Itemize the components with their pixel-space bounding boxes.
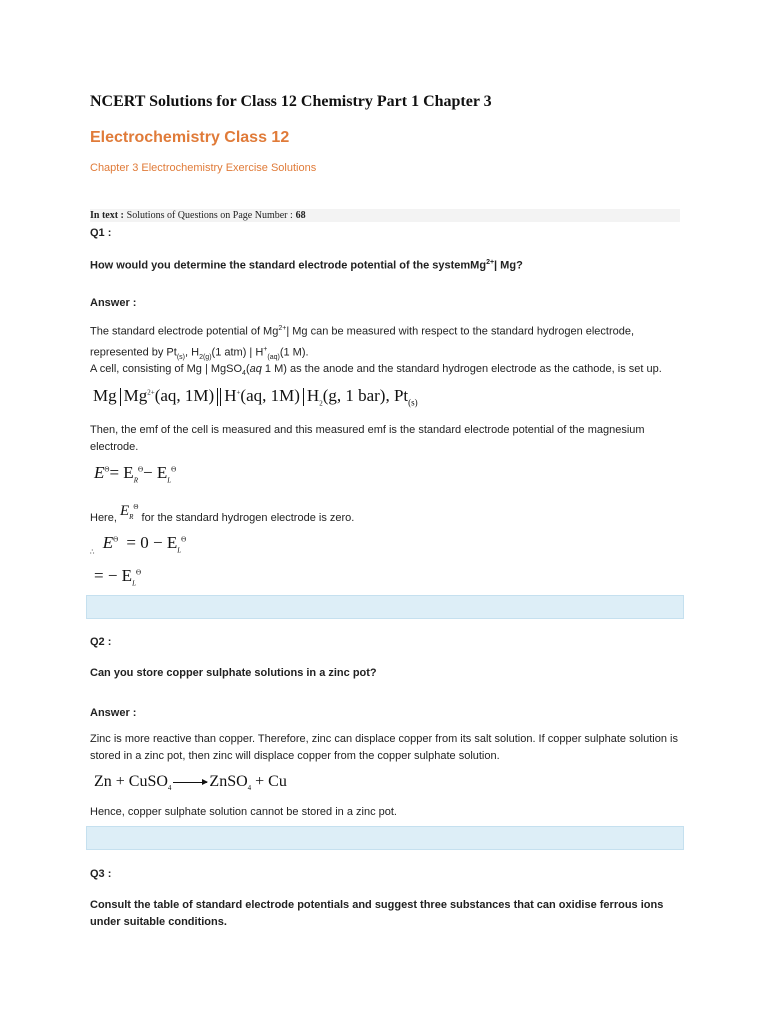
eq2-rhs: = 0 − E: [126, 533, 178, 552]
therefore-equation: [90, 533, 186, 556]
q2-eq-sub2: 4: [247, 784, 252, 793]
q2-answer-label: Answer :: [90, 707, 137, 719]
eq1-r-sub: R: [133, 476, 138, 485]
chapter-subtitle: Electrochemistry Class 12: [90, 129, 290, 146]
q1-p2-italic: aq: [249, 363, 262, 375]
q1-p1-sup2: +: [263, 345, 268, 353]
eq2-sup-2: Θ: [181, 535, 187, 544]
eq1-minus: − E: [143, 463, 168, 482]
q2-question: Can you store copper sulphate solutions in a zinc pot?: [90, 667, 377, 679]
q1-p1-e: (1 M).: [279, 346, 309, 359]
eq2-sup-1: Θ: [113, 535, 119, 544]
q1-question-b: | Mg?: [494, 259, 523, 272]
q1-p1-sub2: 2(g): [199, 353, 212, 361]
q2-eq-sub1: 4: [167, 784, 172, 793]
here-er-e: E: [119, 503, 130, 519]
q1-answer-p2: [90, 361, 680, 382]
q1-here-b: for the standard hydrogen electrode is zero.: [141, 512, 355, 524]
cell-salt-bridge: [217, 388, 221, 406]
q1-p2-sub: 4: [242, 370, 246, 378]
q2-answer-p1: Zinc is more reactive than copper. Therefore, zinc can displace copper from its salt solution. If copper sulphate solution is stored in a zinc pot, then zinc will displace copper from the copper sulphate solution.: [90, 733, 678, 762]
intext-page-number: 68: [295, 210, 306, 221]
eq2-l-sub: L: [177, 546, 182, 555]
page-title: NCERT Solutions for Class 12 Chemistry Part 1 Chapter 3: [90, 93, 492, 110]
q1-answer-p3: Then, the emf of the cell is measured and this measured emf is the standard electrode potential of the magnesium electrode.: [90, 424, 645, 453]
q1-p2-b: (: [245, 363, 250, 375]
q1-question-a: How would you determine the standard electrode potential of the systemMg: [90, 259, 487, 272]
eq3-l-sub: L: [132, 579, 136, 588]
q1-answer-label: Answer :: [90, 297, 137, 309]
q1-p1-c: , H: [185, 346, 200, 359]
q1-p1-sub3: (aq): [267, 353, 280, 361]
cell-bar-2: [303, 388, 304, 406]
cell-pt-sub: (s): [408, 397, 418, 408]
reaction-arrow: [173, 782, 207, 783]
eq1-sup-2: Θ: [137, 465, 144, 474]
q2-eq-right: ZnSO: [209, 773, 248, 790]
q2-eq-left: Zn + CuSO: [94, 773, 168, 790]
eq2-e: E: [102, 533, 114, 552]
eq3-rhs: = − E: [94, 566, 133, 585]
eq3-sup: Θ: [135, 568, 142, 577]
q1-question-sup: 2+: [486, 259, 495, 266]
q1-p1-sup: 2+: [278, 325, 287, 332]
cell-mg2-sup: 2+: [147, 388, 155, 397]
q1-p2-c: 1 M) as the anode and the standard hydrogen electrode as the cathode, is set up.: [261, 363, 662, 375]
q1-p1-b: | Mg can be measured with respect to the standard hydrogen electrode, represented by Pt: [90, 325, 635, 359]
q1-p1-a: The standard electrode potential of Mg: [90, 325, 279, 338]
final-equation: [94, 566, 141, 587]
cell-aq1: (aq, 1M): [154, 386, 215, 405]
section-divider-1: [86, 595, 684, 619]
q3-label: Q3 :: [90, 868, 112, 880]
cell-h2: H: [306, 386, 320, 405]
q3-question: Consult the table of standard electrode potentials and suggest three substances that can oxidise ferrous ions under suitable conditions.: [90, 899, 664, 928]
q1-p1-sub1: (s): [176, 353, 186, 361]
cell-h2-sub: 2: [319, 399, 323, 408]
eq1-sup-1: Θ: [104, 465, 110, 474]
exercise-solutions-link[interactable]: Chapter 3 Electrochemistry Exercise Solutions: [90, 162, 317, 174]
q1-question: [90, 254, 670, 275]
q1-p1-d: (1 atm) | H: [211, 346, 264, 359]
q2-eq-end: + Cu: [255, 773, 287, 790]
cell-notation-equation: [93, 386, 418, 407]
q2-label: Q2 :: [90, 636, 112, 648]
emf-equation: [94, 463, 176, 484]
cell-bar-1: [120, 388, 121, 406]
q1-answer-p1: [90, 320, 680, 366]
eq1-e: E: [94, 463, 105, 482]
cell-gas: (g, 1 bar), Pt: [322, 386, 409, 405]
q1-p2-a: A cell, consisting of Mg | MgSO: [90, 363, 243, 375]
cell-h-sup: +: [236, 388, 241, 397]
q1-here-a: Here,: [90, 512, 117, 524]
zinc-copper-equation: [94, 773, 287, 792]
cell-mg2: Mg: [123, 386, 148, 405]
here-er-sub: R: [129, 513, 134, 521]
here-er-symbol: [120, 503, 139, 519]
here-er-sup: Θ: [133, 503, 139, 511]
section-divider-2: [86, 826, 684, 850]
intext-text: Solutions of Questions on Page Number :: [126, 210, 293, 221]
therefore-symbol: ∴: [90, 548, 95, 556]
cell-mg: Mg: [93, 386, 117, 405]
intext-label: In text :: [90, 210, 124, 221]
q1-label: Q1 :: [90, 227, 112, 239]
cell-aq2: (aq, 1M): [240, 386, 300, 405]
eq1-sup-3: Θ: [171, 465, 177, 474]
cell-h: H: [224, 386, 237, 405]
eq1-rhs1: = E: [109, 463, 134, 482]
intext-bar: [90, 209, 680, 222]
eq1-l-sub: L: [167, 476, 172, 485]
q1-here-line: [90, 505, 354, 532]
q2-answer-p2: Hence, copper sulphate solution cannot be stored in a zinc pot.: [90, 806, 397, 818]
